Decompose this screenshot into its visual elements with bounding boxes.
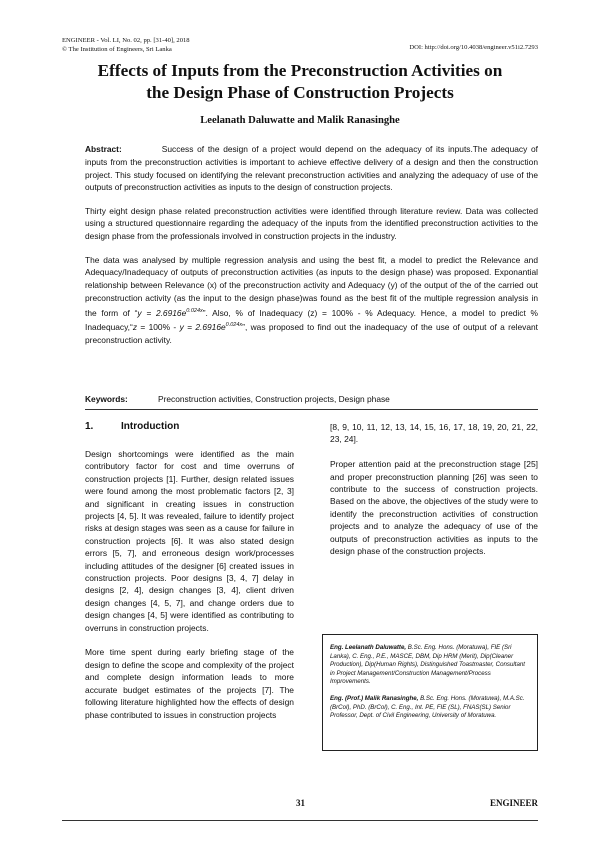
abstract-paragraph-1 bbox=[85, 143, 538, 194]
abstract-text-3c: = 100% - bbox=[137, 322, 180, 333]
right-column bbox=[330, 421, 538, 570]
abstract-text-3a: The data was analysed by multiple regression analysis and using the best fit, a model to predict the Relevance and Adequacy/Inadequacy of outputs of preconstruction activities (as inputs to the design phase) was proposed. Exponantial relationship between Relevance (x) of the preconstruction activity and Adequacy (y) of the output of the of the carried out preconstruction activity (as the input to the design phase)was found as the best fit of the multiple regression analysis in the form of “ bbox=[85, 254, 538, 318]
author-1-details: B.Sc. Eng. Hons. (Moratuwa), FIE (Sri Lanka), C. Eng., P.E., MASCE, DBM, Dip HRM (Merit), Dip(Cleaner Production), Dip(Human Rights), Distinguished Toastmaster, Consultant in Project Management/Construction Management/Process Improvements. bbox=[330, 644, 525, 686]
author-1-bio bbox=[330, 644, 529, 687]
paper-title bbox=[62, 60, 538, 103]
author-names: Leelanath Daluwatte and Malik Ranasinghe bbox=[200, 115, 400, 126]
journal-volume-line: ENGINEER - Vol. LI, No. 02, pp. [31-40], 2018 bbox=[62, 37, 190, 44]
section-number: 1. bbox=[85, 421, 94, 432]
author-2-name: Eng. (Prof.) Malik Ranasinghe, bbox=[330, 694, 419, 702]
formula-adequacy-exponent: 0.024x bbox=[186, 307, 203, 314]
keywords bbox=[85, 394, 538, 404]
author-1-name: Eng. Leelanath Daluwatte, bbox=[330, 644, 407, 651]
references-continuation: [8, 9, 10, 11, 12, 13, 14, 15, 16, 17, 18, 19, 20, 21, 22, 23, 24]. bbox=[330, 422, 538, 445]
keywords-divider bbox=[85, 409, 538, 410]
abstract-paragraph-3 bbox=[85, 254, 538, 347]
author-2-details: B.Sc. Eng. Hons. (Moratuwa), M.A.Sc. (BrCol), PhD. (BrCol), C. Eng., Int. PE, FIE (SL), FNAS(SL) Senior Professor, Dept. of Civil Engineering, University of Moratuwa. bbox=[330, 694, 525, 720]
abstract-paragraph-2: Thirty eight design phase related preconstruction activities were identified through literature review. Data was collected using a structured questionnaire regarding the adequacy of the inputs from the identified preconstruction activities to the design phase from the professionals involved in construction projects in the industry. bbox=[85, 205, 538, 242]
intro-paragraph-2: More time spent during early briefing stage of the design to define the scope and complexity of the project and complete design information leads to more accurate budget estimates of the projects [7]. The following literature highlighted how the effects of design phase contributed to issues in construction projects bbox=[85, 647, 294, 720]
formula-inadequacy-z: z bbox=[132, 322, 137, 333]
section-heading-introduction bbox=[85, 421, 179, 432]
formula-inadequacy-exponent: 0.024x bbox=[225, 322, 243, 329]
author-affiliation-box bbox=[322, 634, 538, 751]
abstract bbox=[85, 143, 538, 357]
formula-inadequacy-base: y = 2.6916e bbox=[179, 322, 226, 333]
intro-paragraph-1: Design shortcomings were identified as the main contributory factor for cost and time overruns of construction projects [1]. Further, design related issues were found among the most problematic factors [2, 3] and significant in creating issues in construction projects [4, 5]. It was revealed, failure to identify project risks at design stages was seen as a cause for failure in construction projects [6]. It was also stated design errors [5, 7], and erroneous design work/processes including attitudes of the designer [6] created issues in construction projects. Poor designs [3, 4, 7] delay in designs [2, 4], design changes [3, 4], client driven design changes [4, 5, 7], and change orders due to design changes [4, 5] were identified as contributing to overruns in construction projects. bbox=[85, 449, 294, 633]
formula-inadequacy bbox=[180, 322, 243, 332]
left-column bbox=[85, 448, 294, 733]
section-title: Introduction bbox=[121, 421, 180, 432]
abstract-text-3b: ”. Also, % of Inadequacy (z) = 100% - % Adequacy. Hence, a model to predict % Inadequacy,“ bbox=[85, 307, 538, 333]
author-2-bio bbox=[330, 695, 529, 721]
doi-link[interactable]: DOI: http://doi.org/10.4038/engineer.v51i2.7293 bbox=[409, 44, 538, 51]
footer-divider bbox=[62, 820, 538, 821]
footer-journal-name: ENGINEER bbox=[489, 798, 538, 808]
abstract-text-3d: ”, was proposed to find out the inadequacy of the use of output of a relevant preconstruction activity. bbox=[85, 322, 538, 345]
formula-adequacy bbox=[137, 308, 202, 318]
formula-adequacy-base: y = 2.6916e bbox=[137, 307, 187, 318]
abstract-label: Abstract: bbox=[85, 144, 122, 154]
keywords-text: Preconstruction activities, Construction projects, Design phase bbox=[158, 394, 390, 404]
title-line-2: the Design Phase of Construction Projects bbox=[146, 82, 454, 102]
institution-line: © The Institution of Engineers, Sri Lanka bbox=[62, 46, 172, 53]
intro-paragraph-3: Proper attention paid at the preconstruction stage [25] and proper preconstruction planning [26] was seen to contribute to the success of construction projects. Based on the above, the objectives of the study were to identify the preconstruction activities of construction projects and to analyze the adequacy of use of the outputs of preconstruction activities as inputs to the design phase of the construction projects. bbox=[330, 459, 538, 557]
keywords-label: Keywords: bbox=[85, 394, 128, 404]
page-number: 31 bbox=[296, 798, 305, 808]
title-line-1: Effects of Inputs from the Preconstruction Activities on bbox=[97, 61, 503, 80]
abstract-text-1: Success of the design of a project would depend on the adequacy of its inputs.The adequacy of inputs from the preconstruction activities is important to achieve effective delivery of a design and then the construction project. This study focused on identifying the relevant preconstruction activities and analyzing the adequacy of use of the outputs of preconstruction activities as inputs to the design of construction projects. bbox=[85, 144, 538, 193]
running-header bbox=[62, 36, 190, 54]
